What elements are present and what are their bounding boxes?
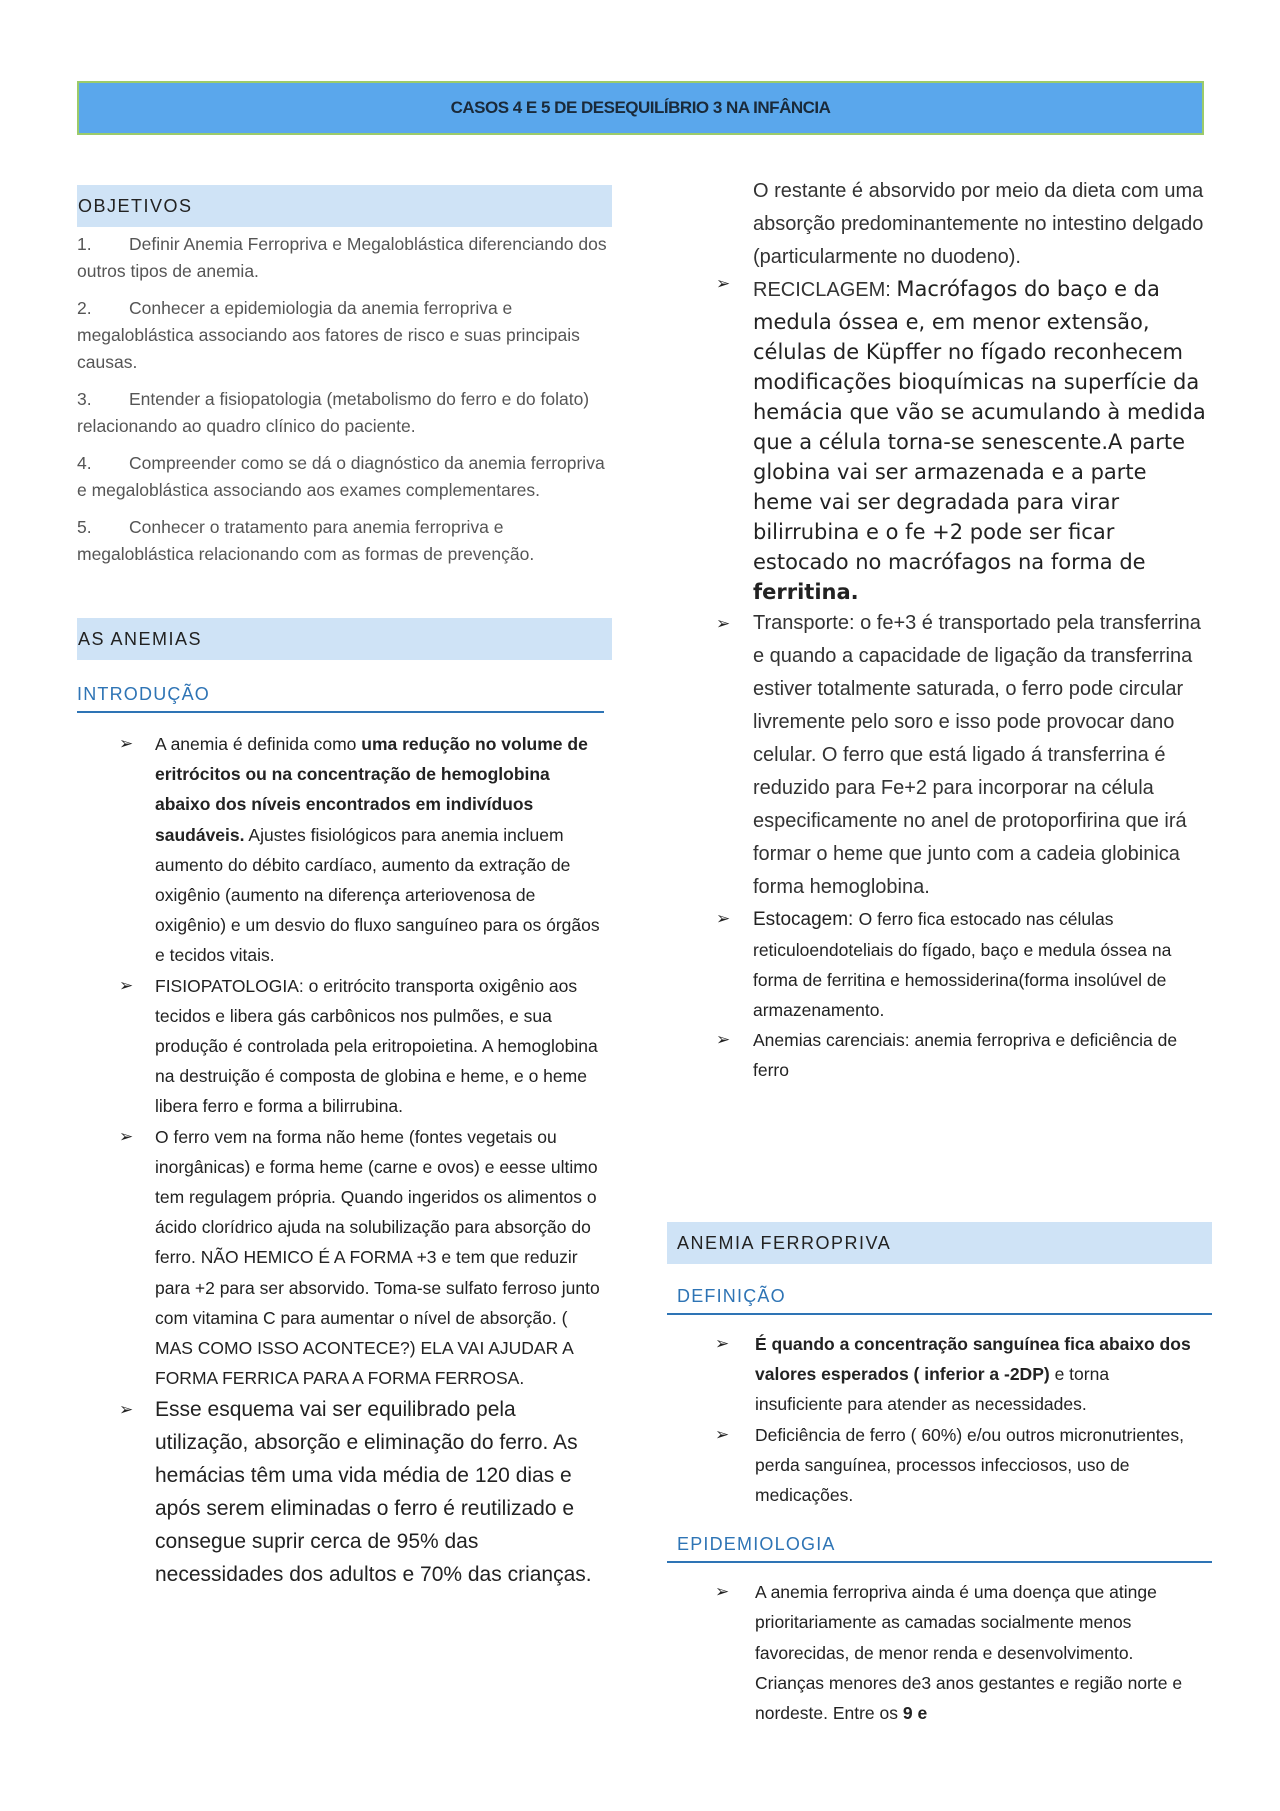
arrow-bullet-icon: ➢ [119,1400,134,1420]
left-column [77,185,612,1591]
arrow-bullet-icon: ➢ [715,1424,730,1444]
section-heading-objetivos [77,185,612,227]
objetivo-text: Entender a fisiopatologia (metabolismo do ferro e do folato) relacionando ao quadro clínico do paciente. [77,389,590,436]
objetivo-item [77,386,612,440]
bullet-text: A anemia ferropriva ainda é uma doença que atinge prioritariamente as camadas socialmente menos favorecidas, de menor renda e desenvolvimento. Crianças menores de3 anos gestantes e região norte e nordeste. Entre os [755,1582,1183,1724]
arrow-bullet-icon: ➢ [716,614,731,633]
bullet-text: Ajustes fisiológicos para anemia incluem aumento do débito cardíaco, aumento da extração de oxigênio (aumento na diferença arteriovenosa de oxigênio) e um desvio do fluxo sanguíneo para os órgãos e tecidos vitais. [155,824,600,966]
list-item [119,729,600,971]
arrow-bullet-icon: ➢ [716,1030,731,1049]
bullet-text: Esse esquema vai ser equilibrado pela utilização, absorção e eliminação do ferro. As hemácias têm uma vida média de 120 dias e após serem eliminadas o ferro é reutilizado e consegue suprir cerca de 95% das necessidades dos adultos e 70% das crianças. [155,1398,592,1587]
objetivo-number: 2. [77,298,92,318]
objetivo-text: Conhecer a epidemiologia da anemia ferropriva e megaloblástica associando aos fatores de risco e suas principais causas. [77,298,580,372]
objetivo-item [77,295,612,376]
arrow-bullet-icon: ➢ [716,274,731,293]
objetivo-text: Compreender como se dá o diagnóstico da anemia ferropriva e megaloblástica associando aos exames complementares. [77,453,605,500]
reciclagem-bold: ferritina. [753,580,859,604]
list-item [715,1577,1195,1728]
epidemiologia-bullets [715,1577,1195,1728]
arrow-bullet-icon: ➢ [119,1126,134,1146]
ferropriva-heading: ANEMIA FERROPRIVA [677,1232,892,1253]
objetivo-item [77,450,612,504]
epidemiologia-subheading: EPIDEMIOLOGIA [667,1534,1212,1563]
objetivos-heading: OBJETIVOS [78,195,193,216]
objetivo-text: Conhecer o tratamento para anemia ferropriva e megaloblástica relacionando com as formas de prevenção. [77,517,535,564]
list-item [712,274,1212,607]
transporte-text: Transporte: o fe+3 é transportado pela transferrina e quando a capacidade de ligação da transferrina estiver totalmente saturada, o ferro pode circular livremente pelo soro e isso pode provocar dano celular. O ferro que está ligado á transferrina é reduzido para Fe+2 para incorporar na célula especificamente no anel de protoporfirina que irá formar o heme que junto com a cadeia globinica forma hemoglobina. [753,612,1201,898]
objetivo-number: 3. [77,389,92,409]
objetivo-number: 1. [77,234,92,254]
definicao-subheading: DEFINIÇÃO [667,1286,1212,1315]
arrow-bullet-icon: ➢ [715,1334,730,1353]
objetivo-text: Definir Anemia Ferropriva e Megaloblástica diferenciando dos outros tipos de anemia. [77,234,607,281]
arrow-bullet-icon: ➢ [119,975,134,995]
list-item [712,1025,1212,1085]
objetivo-number: 5. [77,517,92,537]
list-item [119,1393,600,1591]
introducao-bullets [119,729,600,1591]
section-heading-ferropriva [667,1222,1212,1264]
list-item [712,607,1212,904]
list-item [712,904,1212,1025]
arrow-bullet-icon: ➢ [716,909,731,928]
introducao-subheading: INTRODUÇÃO [77,684,604,713]
reciclagem-label: RECICLAGEM: [753,279,897,301]
bullet-text: e torna insuficiente para atender as necessidades. [755,1364,1110,1415]
right-bullets [712,274,1212,1085]
list-item [715,1420,1195,1511]
estocagem-label: Estocagem: [753,909,859,930]
continuation-text: O restante é absorvido por meio da dieta com uma absorção predominantemente no intestino delgado (particularmente no duodeno). [753,180,1204,268]
ferropriva-section [667,1222,1212,1728]
arrow-bullet-icon: ➢ [715,1582,730,1602]
carenciais-text: Anemias carenciais: anemia ferropriva e deficiência de ferro [753,1030,1178,1080]
right-column [712,175,1212,1085]
title-banner [77,81,1204,135]
reciclagem-text: Macrófagos do baço e da medula óssea e, em menor extensão, células de Küpffer no fígado reconhecem modificações bioquímicas na superfície da hemácia que vão se acumulando à medida que a célula torna-se senescente.A parte globina vai ser armazenada e a parte heme vai ser degradada para virar bilirrubina e o fe +2 pode ser ficar estocado no macrófagos na forma de [753,277,1206,574]
objetivo-number: 4. [77,453,92,473]
estocagem-text: O ferro fica estocado nas células reticuloendoteliais do fígado, baço e medula óssea na forma de ferritina e hemossiderina(forma insolúvel de armazenamento. [753,909,1172,1020]
bullet-bold-text: uma redução no volume de eritrócitos ou na concentração de hemoglobina abaixo dos níveis encontrados em indivíduos saudáveis. [155,734,588,845]
list-item [119,971,600,1122]
definicao-bullets [715,1329,1195,1510]
bullet-text: FISIOPATOLOGIA: o eritrócito transporta oxigênio aos tecidos e libera gás carbônicos nos pulmões, e sua produção é controlada pela eritropoietina. A hemoglobina na destruição é composta de globina e heme, e o heme libera ferro e forma a bilirrubina. [155,975,598,1117]
bullet-text: O ferro vem na forma não heme (fontes vegetais ou inorgânicas) e forma heme (carne e ovos) e eesse ultimo tem regulagem própria. Quando ingeridos os alimentos o ácido clorídrico ajuda na solubilização para absorção do ferro. NÃO HEMICO É A FORMA +3 e tem que reduzir para +2 para ser absorvido. Toma-se sulfato ferroso junto com vitamina C para aumentar o nível de absorção. ( MAS COMO ISSO ACONTECE?) ELA VAI AJUDAR A FORMA FERRICA PARA A FORMA FERROSA. [155,1126,600,1389]
objetivo-item [77,514,612,568]
section-heading-anemias [77,618,612,660]
bullet-text: Deficiência de ferro ( 60%) e/ou outros micronutrientes, perda sanguínea, processos infecciosos, uso de medicações. [755,1424,1184,1506]
document-title: CASOS 4 E 5 DE DESEQUILÍBRIO 3 NA INFÂNCIA [450,98,831,117]
list-item [715,1329,1195,1420]
objetivo-item [77,231,612,285]
bullet-bold-text: 9 e [902,1703,928,1724]
bullet-text: A anemia é definida como [155,734,362,754]
bullet-bold-text: É quando a concentração sanguínea fica abaixo dos valores esperados ( inferior a -2DP) [755,1334,1191,1385]
anemias-heading: AS ANEMIAS [78,628,203,649]
list-item [119,1122,600,1394]
objetivos-list [77,231,612,568]
arrow-bullet-icon: ➢ [119,734,134,753]
